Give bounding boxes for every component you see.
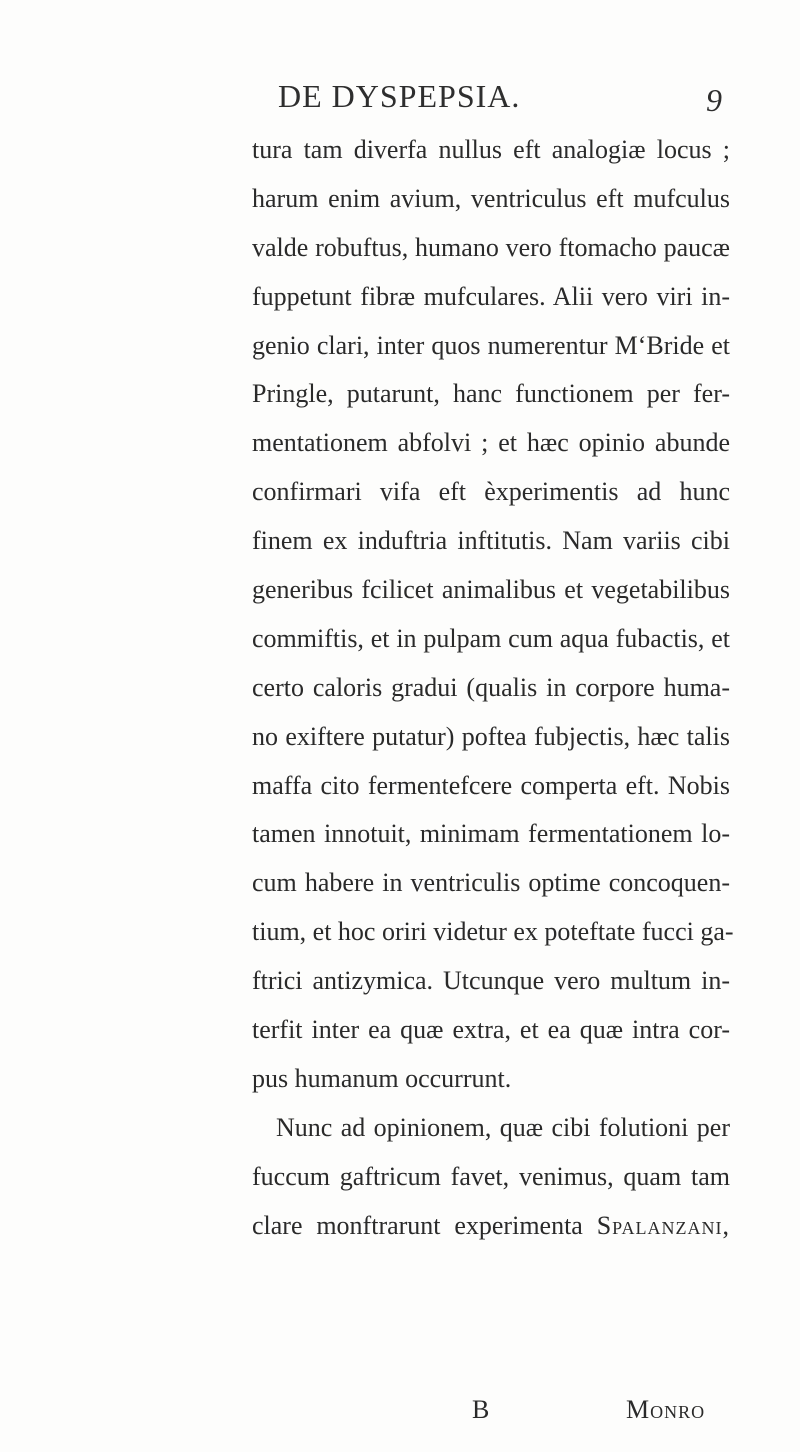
text-line: fuppetunt fibræ mufculares. Alii vero viri in-	[252, 281, 730, 311]
page-footer	[0, 1392, 800, 1432]
text-line: cum habere in ventriculis optime concoquen-	[252, 868, 730, 898]
text-line: terfit inter ea quæ extra, et ea quæ intra cor-	[252, 1015, 730, 1045]
text-line: mentationem abfolvi ; et hæc opinio abunde	[252, 428, 730, 458]
page-number: 9	[706, 82, 722, 118]
text-line: tura tam diverfa nullus eft analogiæ locus ;	[252, 135, 730, 164]
text-line: tium, et hoc oriri videtur ex poteftate fucci ga-	[252, 917, 734, 947]
text-line: harum enim avium, ventriculus eft mufculus	[252, 183, 730, 213]
text-run: clare monftrarunt experimenta	[252, 1210, 597, 1240]
text-line	[252, 1202, 730, 1251]
text-line: pus humanum occurrunt.	[252, 1063, 512, 1093]
text-line: commiftis, et in pulpam cum aqua fubactis, et	[252, 623, 730, 653]
catchword: Monro	[626, 1395, 706, 1424]
text-line: genio clari, inter quos numerentur M‘Bride et	[252, 330, 730, 360]
running-head	[0, 76, 800, 120]
text-line: no exiftere putatur) poftea fubjectis, hæc talis	[252, 721, 730, 751]
paragraph-first-line: Nunc ad opinionem, quæ cibi folutioni per	[276, 1112, 730, 1142]
text-line: maffa cito fermentefcere comperta eft. Nobis	[252, 770, 730, 800]
text-line: Pringle, putarunt, hanc functionem per fer-	[252, 379, 730, 409]
text-line: certo caloris gradui (qualis in corpore huma-	[252, 672, 730, 702]
text-line: fuccum gaftricum favet, venimus, quam tam	[252, 1161, 730, 1191]
text-line: generibus fcilicet animalibus et vegetabilibus	[252, 575, 730, 605]
author-name: Spalanzani,	[596, 1210, 730, 1240]
body-text	[252, 126, 734, 1250]
text-line: ftrici antizymica. Utcunque vero multum in-	[252, 966, 730, 996]
text-line: tamen innotuit, minimam fermentationem lo-	[252, 819, 730, 849]
text-line: confirmari vifa eft èxperimentis ad hunc	[252, 477, 730, 507]
text-line: valde robuftus, humano vero ftomacho paucæ	[252, 232, 730, 262]
signature-mark: B	[472, 1395, 490, 1424]
running-title: DE DYSPEPSIA.	[278, 78, 521, 114]
text-line: finem ex induftria inftitutis. Nam variis cibi	[252, 526, 730, 556]
